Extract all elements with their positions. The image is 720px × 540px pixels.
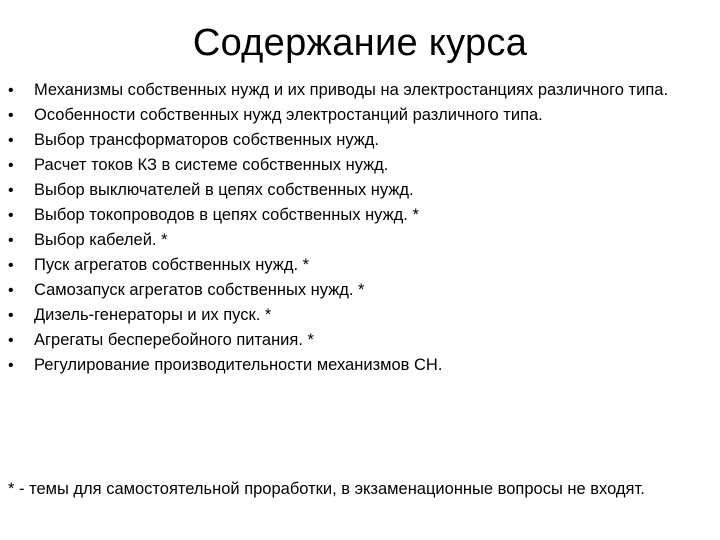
list-item [8, 180, 708, 201]
list-item-text: Агрегаты бесперебойного питания. * [34, 331, 314, 349]
bullet-icon: • [8, 232, 14, 249]
list-item [8, 330, 708, 351]
list-item-text: Особенности собственных нужд электростанций различного типа. [34, 106, 543, 124]
list-item [8, 355, 708, 376]
bullet-icon: • [8, 182, 14, 199]
bullet-icon: • [8, 332, 14, 349]
bullet-icon: • [8, 357, 14, 374]
list-item-text: Пуск агрегатов собственных нужд. * [34, 256, 310, 274]
bullet-icon: • [8, 207, 14, 224]
list-item [8, 80, 708, 101]
list-item-text: Выбор выключателей в цепях собственных нужд. [34, 181, 414, 199]
list-item [8, 155, 708, 176]
bullet-icon: • [8, 132, 14, 149]
list-item-text: Выбор трансформаторов собственных нужд. [34, 131, 380, 149]
bullet-icon: • [8, 282, 14, 299]
list-item [8, 105, 708, 126]
list-item [8, 305, 708, 326]
list-item-text: Расчет токов КЗ в системе собственных нужд. [34, 156, 389, 174]
list-item [8, 205, 708, 226]
list-item-text: Механизмы собственных нужд и их приводы на электростанциях различного типа. [34, 81, 669, 99]
list-item-text: Дизель-генераторы и их пуск. * [34, 306, 272, 324]
list-item-text: Регулирование производительности механизмов СН. [34, 356, 443, 374]
bullet-icon: • [8, 307, 14, 324]
bullet-icon: • [8, 82, 14, 99]
list-item-text: Выбор токопроводов в цепях собственных нужд. * [34, 206, 419, 224]
list-item [8, 280, 708, 301]
bullet-icon: • [8, 257, 14, 274]
slide-title: Содержание курса [192, 22, 528, 64]
bullet-icon: • [8, 157, 14, 174]
list-item-text: Выбор кабелей. * [34, 231, 168, 249]
bullet-icon: • [8, 107, 14, 124]
list-item-text: Самозапуск агрегатов собственных нужд. * [34, 281, 365, 299]
footnote: * - темы для самостоятельной проработки, в экзаменационные вопросы не входят. [8, 480, 645, 498]
list-item [8, 130, 708, 151]
list-item [8, 255, 708, 276]
course-topics-list [8, 80, 708, 380]
list-item [8, 230, 708, 251]
